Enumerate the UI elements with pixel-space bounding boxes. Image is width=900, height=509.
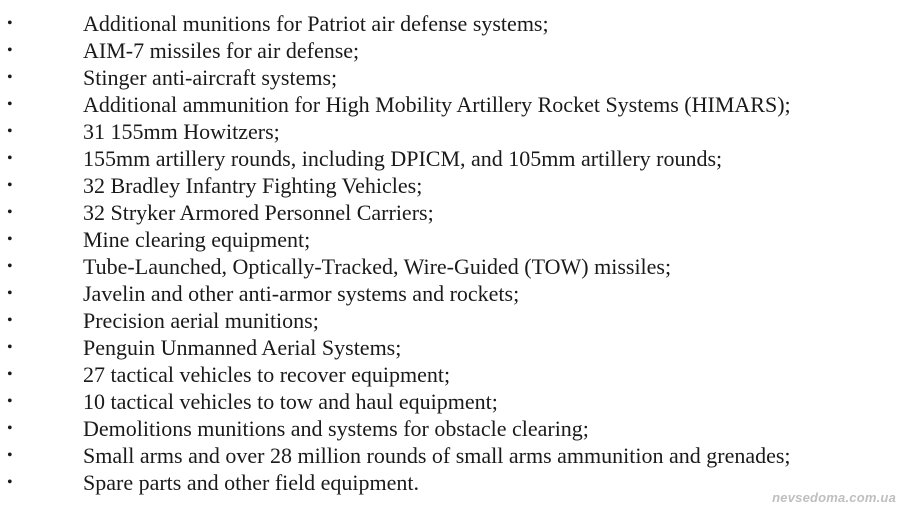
bullet-icon: • [7, 312, 13, 329]
list-item-text: Tube-Launched, Optically-Tracked, Wire-Guided (TOW) missiles; [83, 254, 672, 279]
list-item-text: 32 Bradley Infantry Fighting Vehicles; [83, 173, 423, 198]
list-item-text: Spare parts and other field equipment. [83, 470, 420, 495]
list-item-text: 32 Stryker Armored Personnel Carriers; [83, 200, 434, 225]
bullet-icon: • [7, 258, 13, 275]
list-item-text: Javelin and other anti-armor systems and rockets; [83, 281, 520, 306]
list-item-text: 10 tactical vehicles to tow and haul equipment; [83, 389, 498, 414]
list-item-text: 155mm artillery rounds, including DPICM, and 105mm artillery rounds; [83, 146, 723, 171]
bullet-icon: • [7, 393, 13, 410]
list-item-text: AIM-7 missiles for air defense; [83, 38, 360, 63]
list-item-text: Penguin Unmanned Aerial Systems; [83, 335, 402, 360]
bullet-icon: • [7, 69, 13, 86]
bullet-icon: • [7, 447, 13, 464]
list-item-text: Demolitions munitions and systems for obstacle clearing; [83, 416, 589, 441]
bullet-icon: • [7, 15, 13, 32]
bullet-icon: • [7, 339, 13, 356]
bullet-icon: • [7, 123, 13, 140]
bullet-icon: • [7, 96, 13, 113]
bullet-icon: • [7, 420, 13, 437]
list-item-text: 31 155mm Howitzers; [83, 119, 280, 144]
list-item-text: Additional munitions for Patriot air defense systems; [83, 11, 549, 36]
bullet-icon: • [7, 177, 13, 194]
bullet-icon: • [7, 150, 13, 167]
bullet-icon: • [7, 285, 13, 302]
list-item-text: Precision aerial munitions; [83, 308, 319, 333]
bullet-icon: • [7, 42, 13, 59]
list-item-text: Additional ammunition for High Mobility Artillery Rocket Systems (HIMARS); [83, 92, 791, 117]
list-item-text: Stinger anti-aircraft systems; [83, 65, 338, 90]
bullet-icon: • [7, 204, 13, 221]
list-item-text: Mine clearing equipment; [83, 227, 311, 252]
list-item-text: Small arms and over 28 million rounds of small arms ammunition and grenades; [83, 443, 791, 468]
bullet-icon: • [7, 231, 13, 248]
list-item-text: 27 tactical vehicles to recover equipment; [83, 362, 451, 387]
site-watermark: nevsedoma.com.ua [772, 490, 896, 505]
bullet-icon: • [7, 366, 13, 383]
bullet-icon: • [7, 474, 13, 491]
